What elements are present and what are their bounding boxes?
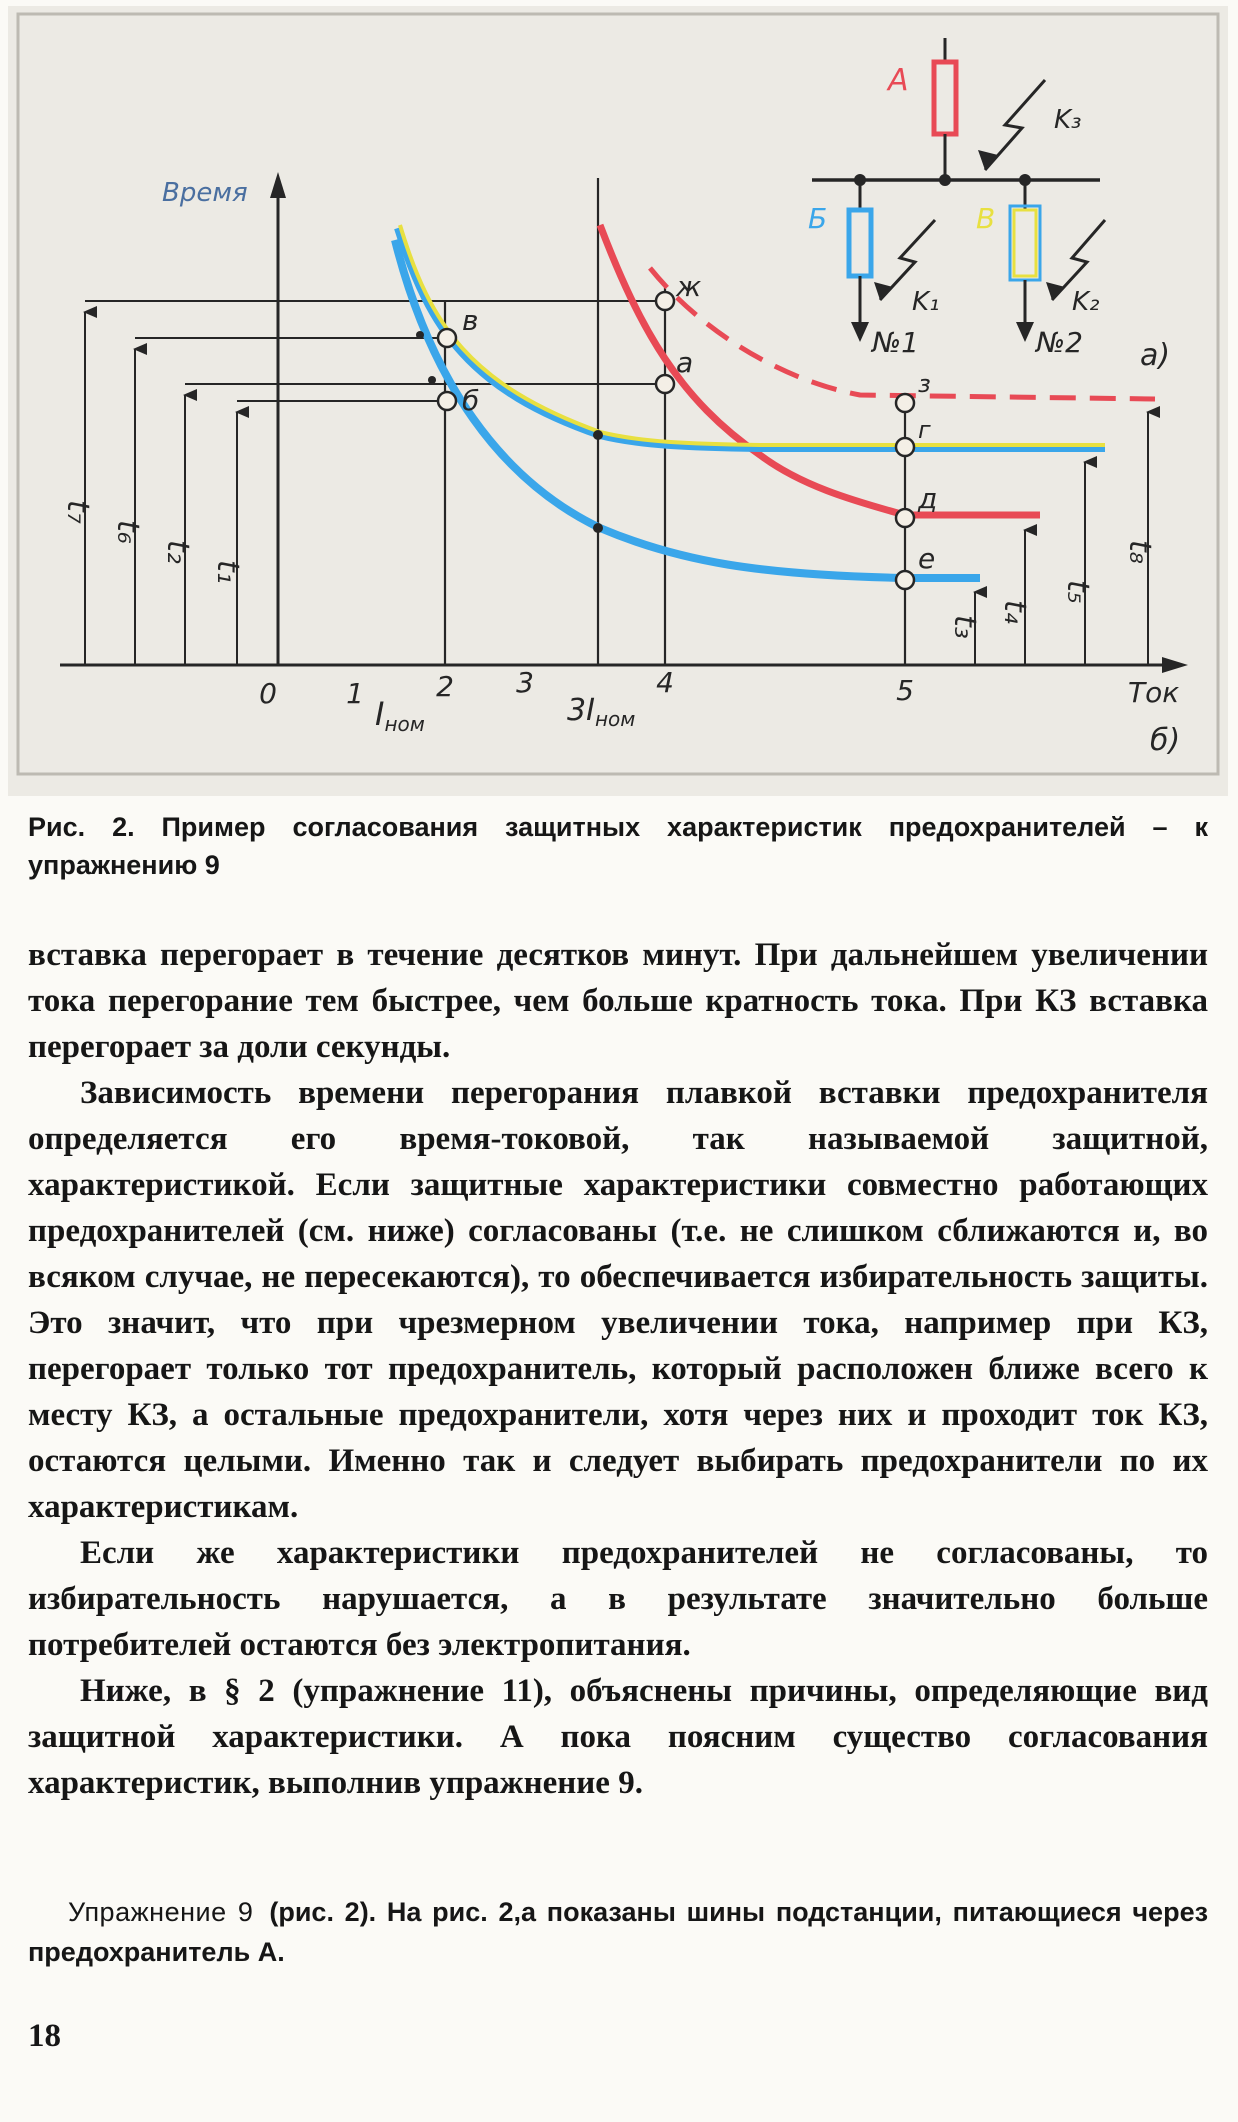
figure xyxy=(0,0,1238,800)
label-t5: t₅ xyxy=(1060,580,1095,604)
label-fuse-b: Б xyxy=(808,202,828,235)
label-point-b: б xyxy=(462,384,480,417)
point-zh xyxy=(656,292,674,310)
dot-curve-junction-3 xyxy=(416,331,424,339)
label-t1: t₁ xyxy=(210,560,245,584)
fuse-characteristics-figure xyxy=(0,0,1238,800)
exercise-block xyxy=(28,1892,1208,1972)
x-axis-label: Ток xyxy=(1128,676,1180,709)
point-b xyxy=(438,392,456,410)
x-tick-2: 2 xyxy=(436,670,454,703)
label-t4: t₄ xyxy=(997,600,1032,624)
y-axis-label: Время xyxy=(162,178,248,208)
dot-curve-junction-2 xyxy=(593,523,603,533)
label-t3: t₃ xyxy=(947,615,982,639)
figure-caption: Рис. 2. Пример согласования защитных характеристик предохранителей – к упражнению 9 xyxy=(28,812,1208,880)
point-e xyxy=(896,571,914,589)
dot-curve-junction-1 xyxy=(593,430,603,440)
i-nom-label: Iном xyxy=(375,695,425,736)
x-tick-3: 3 xyxy=(516,666,534,699)
bus-node-2 xyxy=(939,174,951,186)
three-i-nom-label: $3I_{ном}$ xyxy=(567,693,636,731)
body-text xyxy=(28,932,1208,1806)
label-k2: K₂ xyxy=(1072,287,1100,317)
label-line2: №2 xyxy=(1036,326,1083,359)
x-tick-0: 0 xyxy=(259,677,277,710)
label-point-e: е xyxy=(918,542,936,575)
exercise-text: (рис. 2). На рис. 2,а показаны шины подстанции, питающиеся через предохранитель А. xyxy=(28,1897,1209,1967)
label-point-g: г xyxy=(918,416,931,444)
label-point-a: а xyxy=(676,346,694,379)
label-t6: t₆ xyxy=(110,520,145,544)
point-g xyxy=(896,438,914,456)
label-point-d: д xyxy=(918,482,938,515)
paragraph-1: вставка перегорает в течение десятков минут. При дальнейшем увеличении тока перегорание тем быстрее, чем больше кратность тока. При КЗ вставка перегорает за доли секунды. xyxy=(28,937,1208,1065)
figure-background xyxy=(8,6,1228,796)
label-line1: №1 xyxy=(872,326,919,359)
label-t8: t₈ xyxy=(1122,540,1157,564)
part-a-label: а) xyxy=(1140,338,1171,373)
part-b-label: б) xyxy=(1150,723,1181,758)
label-fuse-v: В xyxy=(976,202,996,235)
point-v xyxy=(438,329,456,347)
label-k1: K₁ xyxy=(912,287,940,317)
label-fuse-a: А xyxy=(888,63,909,98)
x-tick-4: 4 xyxy=(656,666,674,699)
paragraph-4: Ниже, в § 2 (упражнение 11), объяснены причины, определяющие вид защитной характеристики. А пока поясним существо согласования характеристик, выполнив упражнение 9. xyxy=(28,1673,1208,1801)
label-t2: t₂ xyxy=(160,540,195,564)
paragraph-2: Зависимость времени перегорания плавкой вставки предохранителя определяется его время-токовой, так называемой защитной, характеристикой. Если защитные характеристики совместно работающих предохранителей (см. ниже) согласованы (т.е. не слишком сближаются и, во всяком случае, не пересекаются), то обеспечивается избирательность защиты. Это значит, что при чрезмерном увеличении тока, например при КЗ, перегорает только тот предохранитель, который расположен ближе всего к месту КЗ, а остальные предохранители, хотя через них и проходит ток КЗ, остаются целыми. Именно так и следует выбирать предохранители по их характеристикам. xyxy=(28,1075,1208,1525)
point-a xyxy=(656,375,674,393)
label-point-v: в xyxy=(462,304,479,337)
paragraph-3: Если же характеристики предохранителей не согласованы, то избирательность нарушается, а в результате значительно больше потребителей остаются без электропитания. xyxy=(28,1535,1208,1663)
x-tick-5: 5 xyxy=(896,674,914,707)
page-number: 18 xyxy=(28,2018,61,2054)
label-t7: t₇ xyxy=(60,500,95,524)
dot-curve-junction-4 xyxy=(428,376,436,384)
point-z xyxy=(896,394,914,412)
label-point-zh: ж xyxy=(676,270,702,303)
label-k3: K₃ xyxy=(1054,105,1082,135)
point-d xyxy=(896,509,914,527)
label-point-z: з xyxy=(918,370,931,398)
exercise-label: Упражнение 9 xyxy=(68,1897,254,1927)
x-tick-1: 1 xyxy=(346,677,364,710)
